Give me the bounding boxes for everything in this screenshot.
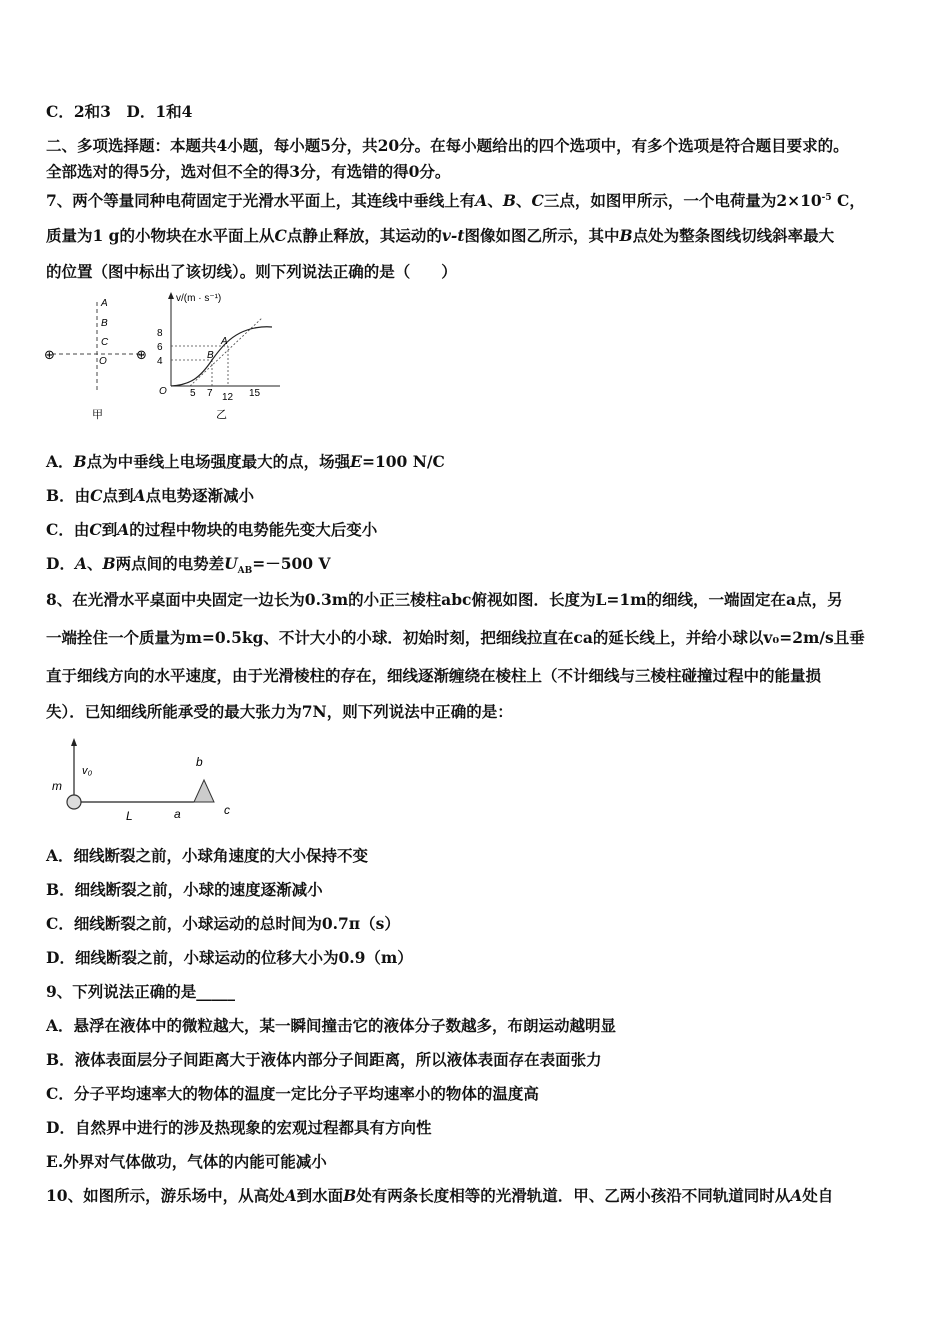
figure-q7 (40, 288, 290, 428)
q7-option-D: D．A、B两点间的电势差$U_{AB}=-500$ V (46, 554, 331, 577)
label-m: m (52, 779, 62, 793)
section-scoring-note: 全部选对的得5分，选对但不全的得3分，有选错的得0分。 (46, 162, 451, 181)
q9-option-B: B．液体表面层分子间距离大于液体内部分子间距离，所以液体表面存在表面张力 (46, 1050, 602, 1069)
point-A-label: A (101, 298, 108, 309)
x-tick-15: 15 (249, 388, 261, 399)
section-heading-multiple-choice: 二、多项选择题：本题共4小题，每小题5分，共20分。在每小题给出的四个选项中，有多个选项是符合题目要求的。 (46, 136, 849, 155)
q8-option-C: C．细线断裂之前，小球运动的总时间为0.7π（s） (46, 914, 400, 933)
question-10-line-1: 10、如图所示，游乐场中，从高处A到水面B处有两条长度相等的光滑轨道．甲、乙两小孩沿不同轨道同时从A处自 (46, 1186, 834, 1205)
label-a: a (174, 807, 181, 821)
ball (67, 795, 81, 809)
q7-option-A: A．B点为中垂线上电场强度最大的点，场强E=100 N/C (46, 452, 445, 471)
left-charge-symbol: ⊕ (44, 347, 55, 362)
yi-axis-label: v/(m · s⁻¹) (176, 293, 222, 304)
question-7-line-3: 的位置（图中标出了该切线）。则下列说法正确的是（ ） (46, 262, 457, 281)
label-v0: v₀ (82, 765, 93, 777)
point-O-label: O (99, 356, 107, 367)
y-tick-8: 8 (157, 328, 163, 339)
x-tick-12: 12 (222, 392, 234, 403)
question-8-line-1: 8、在光滑水平桌面中央固定一边长为0.3m的小正三棱柱abc俯视如图．长度为L=1m的细线，一端固定在a点，另 (46, 590, 843, 609)
q8-option-B: B．细线断裂之前，小球的速度逐渐减小 (46, 880, 323, 899)
point-C-label: C (101, 337, 109, 348)
label-c: c (224, 803, 230, 817)
right-charge-symbol: ⊕ (136, 347, 147, 362)
question-7-line-2: 质量为1 g的小物块在水平面上从C点静止释放，其运动的v-t图像如图乙所示，其中B点处为整条图线切线斜率最大 (46, 226, 835, 245)
yi-origin: O (159, 386, 167, 397)
x-tick-5: 5 (190, 388, 196, 399)
yi-caption: 乙 (216, 409, 227, 421)
triangular-prism (194, 780, 214, 802)
question-7-line-1: 7、两个等量同种电荷固定于光滑水平面上，其连线中垂线上有A、B、C三点，如图甲所示，一个电荷量为$2\times 10^{-5}$ C， (46, 191, 865, 211)
question-8-line-2: 一端拴住一个质量为m=0.5kg、不计大小的小球．初始时刻，把细线拉直在ca的延长线上，并给小球以v₀=2m/s且垂 (46, 628, 865, 647)
q9-option-D: D．自然界中进行的涉及热现象的宏观过程都具有方向性 (46, 1118, 432, 1137)
figure-q8 (46, 732, 246, 824)
q7-option-C: C．由C到A的过程中物块的电势能先变大后变小 (46, 520, 378, 539)
question-8-line-4: 失）．已知细线所能承受的最大张力为7N，则下列说法中正确的是： (46, 702, 513, 721)
yi-velocity-arrow (168, 292, 174, 299)
y-tick-4: 4 (157, 356, 163, 367)
text-line-1: C．2和3 D．1和4 (46, 102, 193, 121)
point-B-label: B (101, 318, 108, 329)
label-b: b (196, 755, 203, 769)
q9-option-E: E.外界对气体做功，气体的内能可能减小 (46, 1152, 327, 1171)
curve-point-B: B (207, 350, 214, 361)
question-9: 9、下列说法正确的是_____ (46, 982, 236, 1001)
q7-option-B: B．由C点到A点电势逐渐减小 (46, 486, 255, 505)
jia-caption: 甲 (92, 409, 103, 421)
x-tick-7: 7 (207, 388, 213, 399)
q8-option-A: A．细线断裂之前，小球角速度的大小保持不变 (46, 846, 369, 865)
label-L: L (126, 809, 133, 823)
q8-option-D: D．细线断裂之前，小球运动的位移大小为0.9（m） (46, 948, 413, 967)
curve-point-A: A (221, 336, 228, 347)
question-8-line-3: 直于细线方向的水平速度，由于光滑棱柱的存在，细线逐渐缠绕在棱柱上（不计细线与三棱柱碰撞过程中的能量损 (46, 666, 822, 685)
q9-option-C: C．分子平均速率大的物体的温度一定比分子平均速率小的物体的温度高 (46, 1084, 539, 1103)
y-tick-6: 6 (157, 342, 163, 353)
velocity-arrowhead (71, 738, 77, 746)
q9-option-A: A．悬浮在液体中的微粒越大，某一瞬间撞击它的液体分子数越多，布朗运动越明显 (46, 1016, 617, 1035)
